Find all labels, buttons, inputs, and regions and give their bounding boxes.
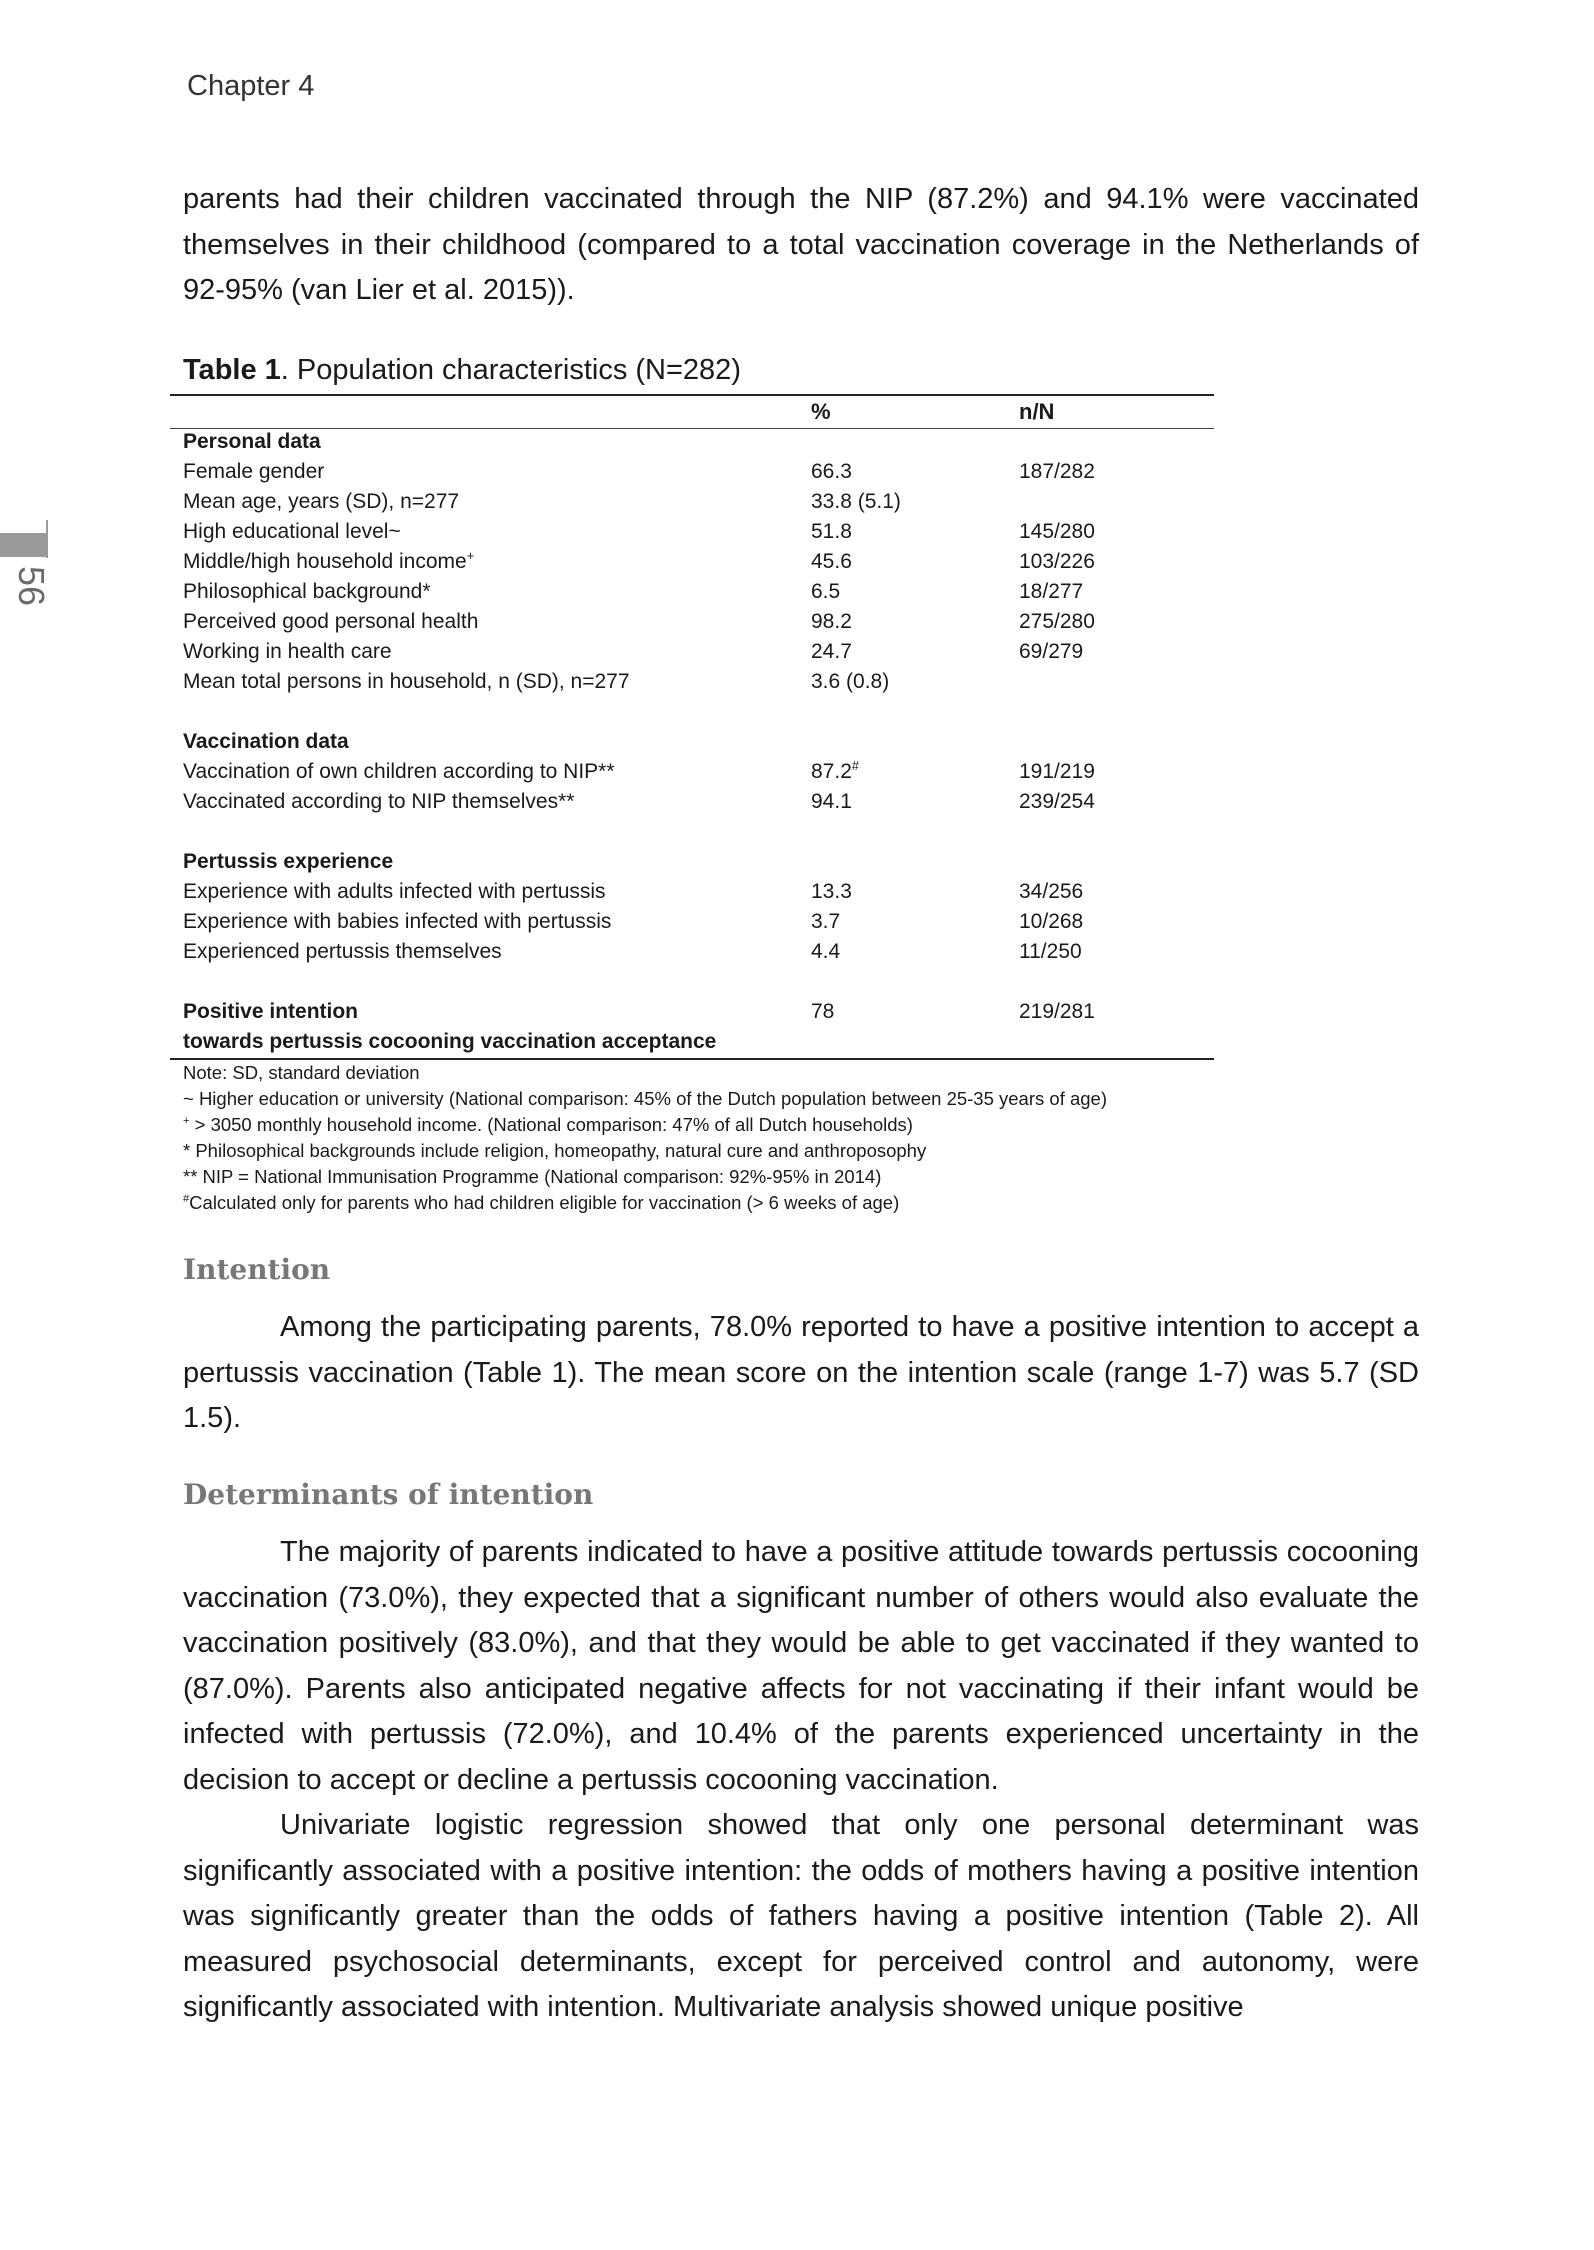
table-row [183, 580, 1203, 610]
table-cell-n-over-n: 103/226 [1019, 550, 1095, 573]
table-title [183, 354, 741, 387]
table-cell-n-over-n: 187/282 [1019, 460, 1095, 483]
table-cell-label: High educational level~ [183, 520, 401, 543]
table-cell-label: Working in health care [183, 640, 392, 663]
table-cell-n-over-n: 18/277 [1019, 580, 1084, 603]
table-row [183, 880, 1203, 910]
table-cell-n-over-n: 10/268 [1019, 910, 1084, 933]
table-cell-n-over-n: 34/256 [1019, 880, 1084, 903]
table-cell-percent-value: 13.3 [811, 880, 852, 903]
table-cell-label-wrap [183, 550, 474, 574]
table-section-row [183, 730, 1203, 760]
table-cell-percent-value: 66.3 [811, 460, 852, 483]
table-row [183, 670, 1203, 700]
page-edge-tab [0, 533, 47, 557]
table-cell-percent [811, 610, 852, 634]
table-cell-percent [811, 550, 852, 574]
table-row [183, 760, 1203, 790]
table-cell-percent [811, 670, 889, 694]
table-top-rule [170, 394, 1214, 396]
table-cell-n-over-n: 239/254 [1019, 790, 1095, 813]
table-cell-n-over-n: 191/219 [1019, 760, 1095, 783]
table-cell-label: Middle/high household income [183, 550, 467, 573]
table-cell-label: Vaccination of own children according to NIP** [183, 760, 615, 783]
table-cell-percent [811, 520, 852, 544]
table-note: Note: SD, standard deviation [183, 1062, 420, 1083]
table-header-percent: % [811, 399, 831, 424]
table-cell-percent [811, 460, 852, 484]
table-cell-percent-value: 87.2 [811, 760, 852, 783]
table-cell-percent-value: 4.4 [811, 940, 841, 963]
section-heading-determinants: Determinants of intention [183, 1478, 594, 1511]
table-note: ~ Higher education or university (National comparison: 45% of the Dutch population between 25-35 years of age) [183, 1088, 1107, 1109]
table-cell-percent [811, 910, 840, 934]
table-row [183, 910, 1203, 940]
table-cell-percent-value: 94.1 [811, 790, 852, 813]
table-cell-label: towards pertussis cocooning vaccination acceptance [183, 1030, 717, 1053]
table-row [183, 490, 1203, 520]
table-cell-label: Vaccinated according to NIP themselves** [183, 790, 575, 813]
table-cell-label: Mean total persons in household, n (SD), n=277 [183, 670, 630, 693]
table-cell-label: Experience with babies infected with pertussis [183, 910, 612, 933]
table-cell-label: Perceived good personal health [183, 610, 479, 633]
intention-paragraph: Among the participating parents, 78.0% reported to have a positive intention to accept a pertussis vaccination (Table 1). The mean score on the intention scale (range 1-7) was 5.7 (SD 1.5). [183, 1311, 1419, 1434]
table-cell-percent-value: 51.8 [811, 520, 852, 543]
table-row [183, 550, 1203, 580]
table-row [183, 460, 1203, 490]
table-cell-n-over-n: 219/281 [1019, 1000, 1095, 1023]
table-title-text: . Population characteristics (N=282) [280, 354, 741, 386]
table-cell-percent [811, 880, 852, 904]
table-note: * Philosophical backgrounds include religion, homeopathy, natural cure and anthroposophy [183, 1140, 927, 1161]
table-cell-percent-value: 3.6 (0.8) [811, 670, 890, 693]
table-cell-percent [811, 790, 852, 814]
table-cell-percent-value: 6.5 [811, 580, 841, 603]
table-cell-label: Personal data [183, 430, 321, 453]
note-superscript: + [183, 1114, 190, 1127]
table-cell-percent-value: 98.2 [811, 610, 852, 633]
table-header-n-over-n: n/N [1019, 399, 1055, 424]
section-heading-intention: Intention [183, 1253, 331, 1286]
table-note [183, 1112, 1107, 1138]
table-cell-percent [811, 760, 859, 784]
table-section-row [183, 1000, 1203, 1030]
table-section-row [183, 850, 1203, 880]
table-cell-label: Female gender [183, 460, 325, 483]
table-cell-n-over-n: 69/279 [1019, 640, 1084, 663]
table-note: ** NIP = National Immunisation Programme (National comparison: 92%-95% in 2014) [183, 1166, 882, 1187]
intro-paragraph: parents had their children vaccinated through the NIP (87.2%) and 94.1% were vaccinated themselves in their childhood (compared to a total vaccination coverage in the Netherlands of 92-95% (van Lier et al. 2015)). [183, 183, 1419, 306]
table-cell-label: Positive intention [183, 1000, 359, 1023]
running-header-chapter: Chapter 4 [187, 70, 315, 102]
table-cell-n-over-n: 275/280 [1019, 610, 1095, 633]
table-row [183, 610, 1203, 640]
cell-superscript: # [851, 759, 859, 773]
table-section-row [183, 430, 1203, 460]
table-cell-n-over-n: 145/280 [1019, 520, 1095, 543]
table-cell-percent-value: 45.6 [811, 550, 852, 573]
table-row [183, 790, 1203, 820]
table-cell-label: Experience with adults infected with pertussis [183, 880, 606, 903]
table-cell-percent-value: 78 [811, 1000, 835, 1023]
table-row [183, 640, 1203, 670]
table-cell-label: Philosophical background* [183, 580, 431, 603]
table-cell-percent-value: 3.7 [811, 910, 841, 933]
table-cell-label: Mean age, years (SD), n=277 [183, 490, 460, 513]
table-cell-percent-value: 33.8 (5.1) [811, 490, 901, 513]
table-section-row [183, 1030, 1203, 1060]
table-note-text: Calculated only for parents who had children eligible for vaccination (> 6 weeks of age) [189, 1192, 900, 1213]
table-header-rule [170, 428, 1214, 429]
table-title-label: Table 1 [183, 354, 281, 386]
table-cell-label: Pertussis experience [183, 850, 394, 873]
table-notes [183, 1060, 1107, 1216]
table-cell-label: Vaccination data [183, 730, 349, 753]
table-cell-percent [811, 640, 852, 664]
table-note [183, 1190, 1107, 1216]
page-number: 56 [11, 566, 52, 607]
determinants-paragraph-2: Univariate logistic regression showed that only one personal determinant was significantly associated with a positive intention: the odds of mothers having a positive intention was significantly greater than the odds of fathers having a positive intention (Table 2). All measured psychosocial determinants, except for perceived control and autonomy, were significantly associated with intention. Multivariate analysis showed unique positive [183, 1809, 1419, 2023]
table-cell-percent-value: 24.7 [811, 640, 852, 663]
table-cell-percent [811, 1000, 834, 1024]
determinants-paragraph-1: The majority of parents indicated to have a positive attitude towards pertussis cocooning vaccination (73.0%), they expected that a significant number of others would also evaluate the vaccination positively (83.0%), and that they would be able to get vaccinated if they wanted to (87.0%). Parents also anticipated negative affects for not vaccinating if their infant would be infected with pertussis (72.0%), and 10.4% of the parents experienced uncertainty in the decision to accept or decline a pertussis cocooning vaccination. [183, 1536, 1419, 1796]
table-cell-percent [811, 580, 840, 604]
table-note-text: > 3050 monthly household income. (National comparison: 47% of all Dutch households) [194, 1114, 913, 1135]
cell-superscript: + [466, 549, 475, 563]
table-cell-label: Experienced pertussis themselves [183, 940, 502, 963]
table-row [183, 520, 1203, 550]
table-cell-n-over-n: 11/250 [1019, 940, 1082, 963]
table-cell-percent [811, 940, 840, 964]
table-cell-percent [811, 490, 901, 514]
table-row [183, 940, 1203, 970]
note-superscript: # [183, 1192, 190, 1205]
